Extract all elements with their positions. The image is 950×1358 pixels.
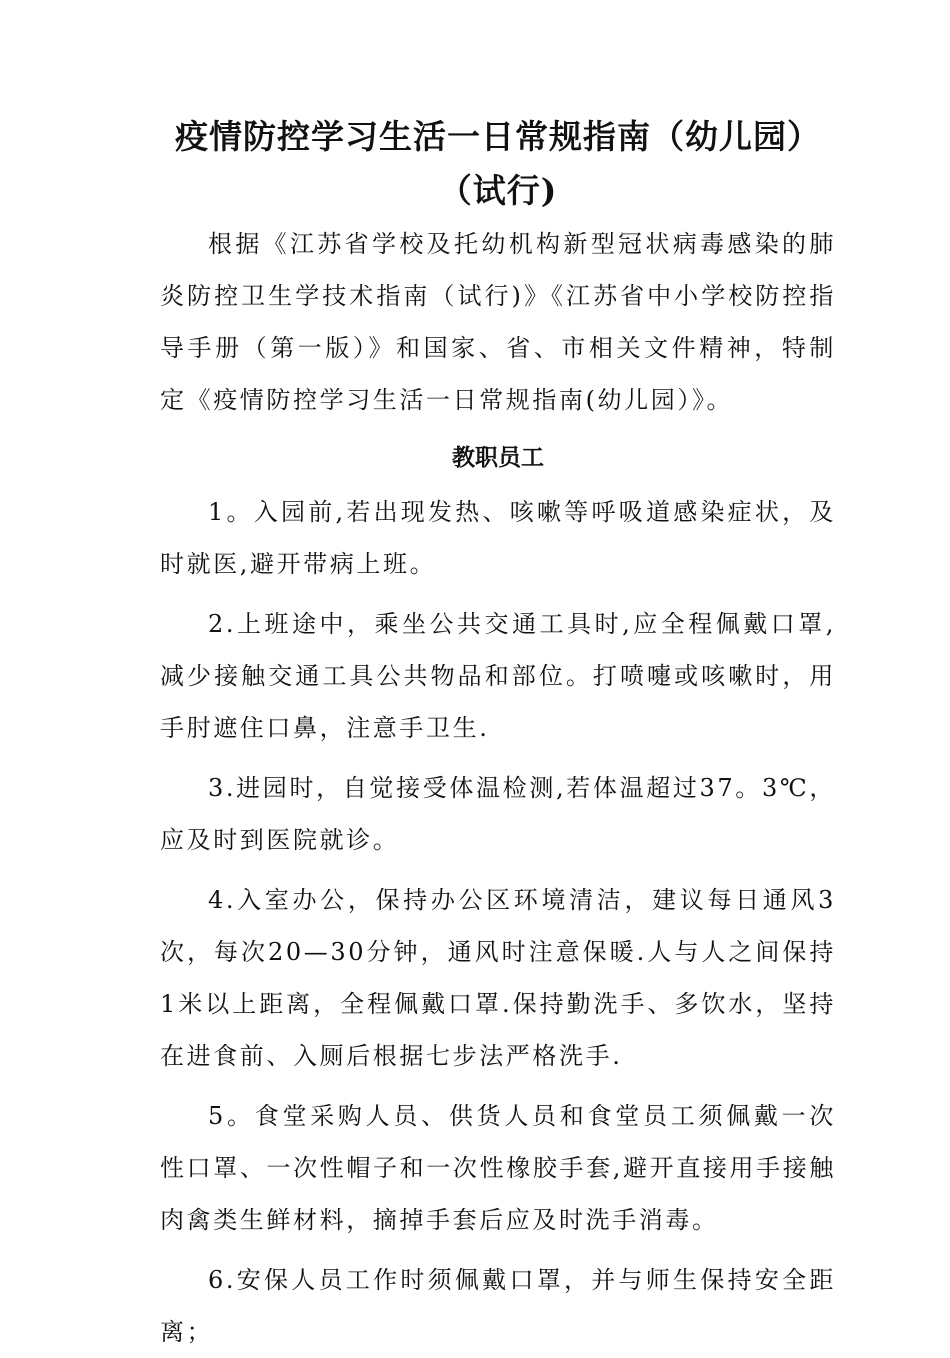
staff-item-2: 2.上班途中，乘坐公共交通工具时,应全程佩戴口罩,减少接触交通工具公共物品和部位。打喷嚏或咳嗽时，用手肘遮住口鼻，注意手卫生. [160,610,836,742]
intro-paragraph: 根据《江苏省学校及托幼机构新型冠状病毒感染的肺炎防控卫生学技术指南（试行)》《江苏省中小学校防控指导手册（第一版）》和国家、省、市相关文件精神，特制定《疫情防控学习生活一日常规指南(幼儿园）》。 [160,230,836,414]
document-page [160,110,836,1358]
staff-item-6: 6.安保人员工作时须佩戴口罩，并与师生保持安全距离； [160,1266,836,1346]
staff-item-4: 4.入室办公，保持办公区环境清洁，建议每日通风3次，每次20—30分钟，通风时注意保暖.人与人之间保持1米以上距离，全程佩戴口罩.保持勤洗手、多饮水，坚持在进食前、入厕后根据七步法严格洗手. [160,886,836,1070]
title-line-2: （试行) [438,171,558,210]
staff-item-1: 1。入园前,若出现发热、咳嗽等呼吸道感染症状，及时就医,避开带病上班。 [160,498,836,578]
document-title [160,110,836,218]
staff-item-3: 3.进园时，自觉接受体温检测,若体温超过37。3℃，应及时到医院就诊。 [160,774,836,854]
title-line-1: 疫情防控学习生活一日常规指南（幼儿园） [175,117,821,156]
staff-item-5: 5。食堂采购人员、供货人员和食堂员工须佩戴一次性口罩、一次性帽子和一次性橡胶手套,避开直接用手接触肉禽类生鲜材料，摘掉手套后应及时洗手消毒。 [160,1102,836,1234]
section-heading-staff: 教职员工 [452,445,544,471]
